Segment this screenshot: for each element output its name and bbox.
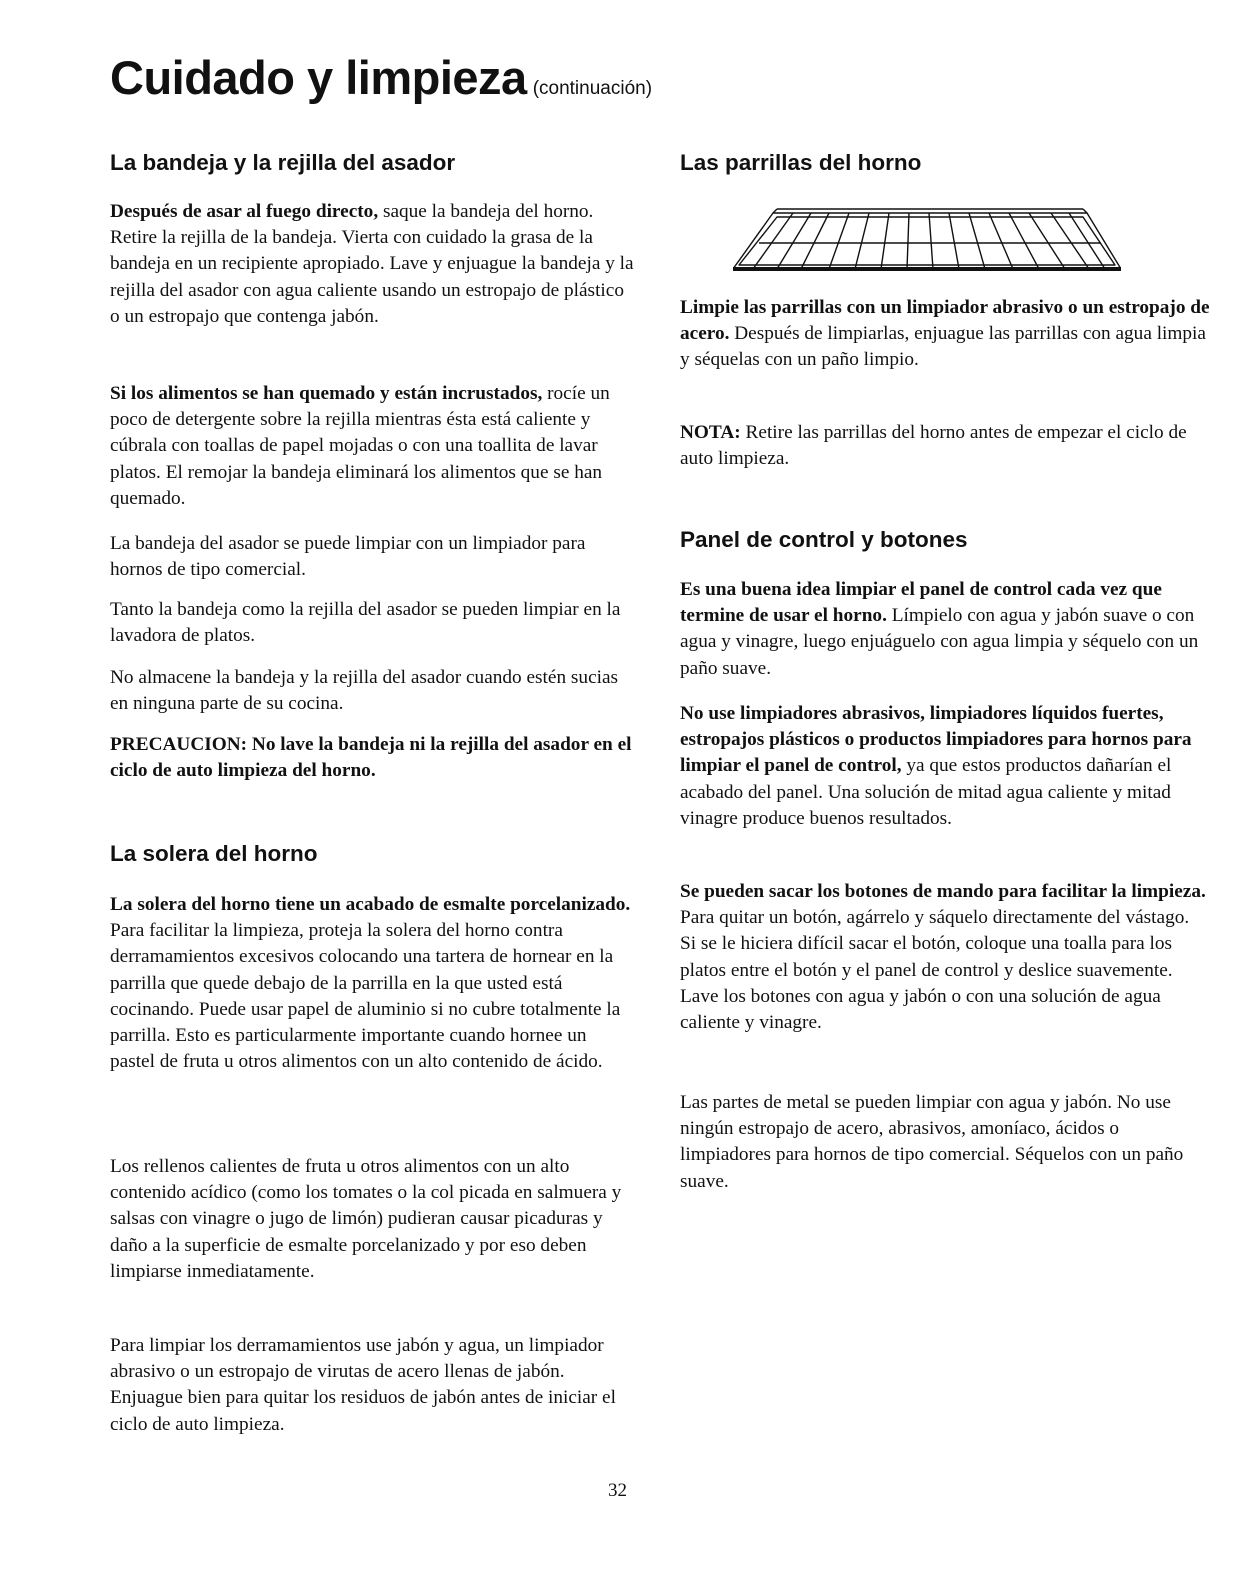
broiler-paragraph-5: No almacene la bandeja y la rejilla del asador cuando estén sucias en ninguna parte de su cocina. [110, 667, 619, 715]
page-title [110, 50, 652, 105]
control-panel-p1-bold: Es una buena idea limpiar el panel de control cada vez que termine de usar el horno. [680, 579, 1162, 627]
broiler-p2-text: rocíe un poco de detergente sobre la rejilla mientras ésta está caliente y cúbrala con toallas de papel mojadas o con una toallita de lavar platos. El remojar la bandeja eliminará los alimentos que se han quemado. [110, 383, 610, 509]
page-subtitle: (continuación) [532, 78, 653, 99]
broiler-paragraph-1 [110, 199, 635, 330]
broiler-heading: La bandeja y la rejilla del asador [110, 150, 456, 175]
control-panel-paragraph-2 [680, 701, 1210, 832]
control-panel-p2-text: ya que estos productos dañarían el acabado del panel. Una solución de mitad agua caliente y mitad vinagre produce buenos resultados. [680, 755, 1172, 829]
racks-note-text: Retire las parrillas del horno antes de empezar el ciclo de auto limpieza. [680, 422, 1187, 470]
oven-bottom-paragraph-2: Los rellenos calientes de fruta u otros alimentos con un alto contenido acídico (como los tomates o la col picada en salmuera y salsas con vinagre o jugo de limón) pudieran causar picaduras y daño a la superficie de esmalte porcelanizado y por eso deben limpiarse inmediatamente. [110, 1156, 622, 1282]
control-panel-p3-text: Para quitar un botón, agárrelo y sáquelo directamente del vástago. Si se le hiciera difícil sacar el botón, coloque una toalla para los platos entre el botón y el panel de control y deslice suavemente. Lave los botones con agua y jabón o con una solución de agua caliente y vinagre. [680, 907, 1190, 1034]
control-panel-p3-bold: Se pueden sacar los botones de mando para facilitar la limpieza. [680, 881, 1206, 902]
page-number: 32 [608, 1480, 627, 1501]
racks-paragraph-1 [680, 295, 1210, 374]
racks-note [680, 420, 1210, 472]
page-title-text: Cuidado y limpieza [110, 51, 527, 104]
oven-bottom-p1-text: Para facilitar la limpieza, proteja la solera del horno contra derramamientos excesivos colocando una tartera de hornear en la parrilla que quede debajo de la parrilla en la que usted está cocinando. Puede usar papel de aluminio si no cubre totalmente la parrilla. Esto es particularmente importante cuando hornee un pastel de fruta u otros alimentos con un alto contenido de ácido. [110, 920, 621, 1073]
racks-p1-bold: Limpie las parrillas con un limpiador abrasivo o un estropajo de acero. [680, 297, 1210, 345]
broiler-p1-bold: Después de asar al fuego directo, [110, 201, 379, 222]
oven-bottom-paragraph-3: Para limpiar los derramamientos use jabón y agua, un limpiador abrasivo o un estropajo de virutas de acero llenas de jabón. Enjuague bien para quitar los residuos de jabón antes de iniciar el ciclo de auto limpieza. [110, 1335, 616, 1435]
control-panel-paragraph-4: Las partes de metal se pueden limpiar con agua y jabón. No use ningún estropajo de acero, abrasivos, amoníaco, ácidos o limpiadores para hornos de tipo comercial. Séquelos con un paño suave. [680, 1092, 1184, 1192]
racks-heading: Las parrillas del horno [680, 150, 922, 175]
broiler-p2-bold: Si los alimentos se han quemado y están incrustados, [110, 383, 543, 404]
control-panel-heading: Panel de control y botones [680, 527, 968, 552]
broiler-caution: PRECAUCION: No lave la bandeja ni la rejilla del asador en el ciclo de auto limpieza del horno. [110, 734, 632, 782]
racks-p1-text: Después de limpiarlas, enjuague las parrillas con agua limpia y séquelas con un paño limpio. [680, 323, 1206, 371]
oven-bottom-p1-bold: La solera del horno tiene un acabado de esmalte porcelanizado. [110, 894, 631, 915]
control-panel-paragraph-1 [680, 577, 1210, 682]
broiler-paragraph-2 [110, 381, 635, 512]
oven-rack-icon [733, 203, 1121, 275]
broiler-paragraph-4: Tanto la bandeja como la rejilla del asador se pueden limpiar en la lavadora de platos. [110, 599, 621, 647]
oven-bottom-paragraph-1 [110, 892, 635, 1075]
control-panel-paragraph-3 [680, 879, 1210, 1036]
oven-bottom-heading: La solera del horno [110, 841, 318, 866]
broiler-p1-text: saque la bandeja del horno. Retire la rejilla de la bandeja. Vierta con cuidado la grasa de la bandeja en un recipiente apropiado. Lave y enjuague la bandeja y la rejilla del asador con agua caliente usando un estropajo de plástico o un estropajo que contenga jabón. [110, 201, 634, 327]
racks-note-bold: NOTA: [680, 422, 741, 443]
control-panel-p2-bold: No use limpiadores abrasivos, limpiadores líquidos fuertes, estropajos plásticos o productos limpiadores para hornos para limpiar el panel de control, [680, 703, 1192, 777]
control-panel-p1-text: Límpielo con agua y jabón suave o con agua y vinagre, luego enjuáguelo con agua limpia y séquelo con un paño suave. [680, 605, 1199, 679]
broiler-paragraph-3: La bandeja del asador se puede limpiar con un limpiador para hornos de tipo comercial. [110, 533, 586, 581]
